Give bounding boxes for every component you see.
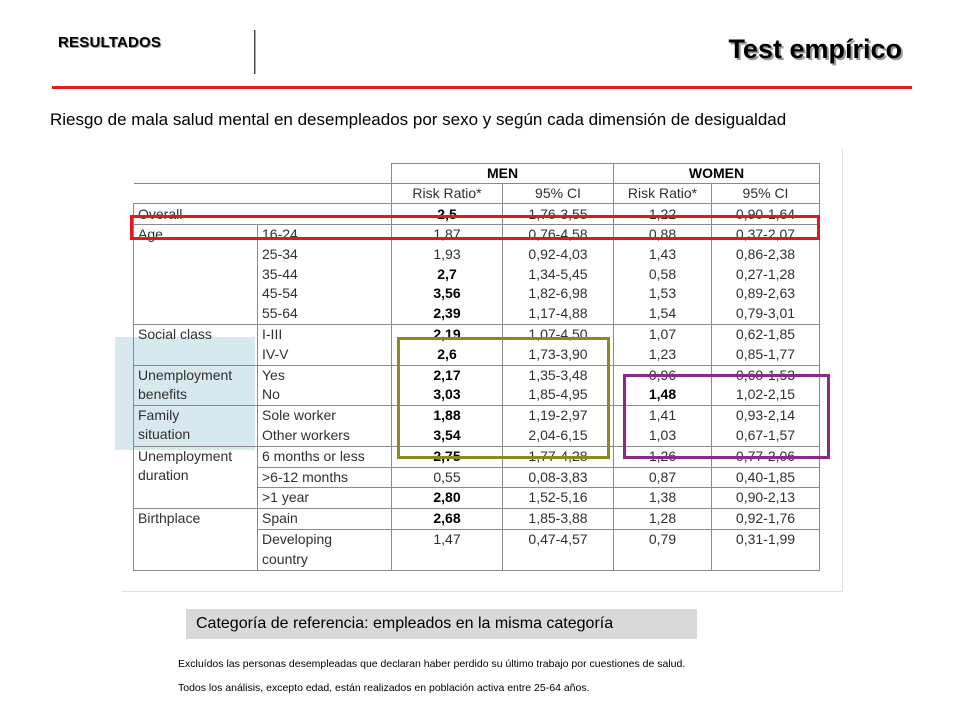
cell-women-rr: 1,38 [614, 488, 712, 509]
value: 2,39 [433, 305, 461, 322]
slide-title: Test empírico [728, 34, 902, 64]
value: 2,17 [433, 366, 461, 383]
cell-women-ci: 0,37-2,07 0,86-2,38 0,27-1,28 0,89-2,63 0,79-3,01 [712, 225, 820, 325]
cell-men-ci: 1,07-4,50 1,73-3,90 [503, 324, 614, 365]
row-label-age: Age [134, 225, 258, 325]
row-label-benefits: Unemployment benefits [134, 365, 258, 406]
row-label-birthplace: Birthplace [134, 509, 258, 570]
cell-women-rr: 1,41 1,03 [614, 406, 712, 447]
cell-women-ci: 0,77-2,06 [712, 446, 820, 467]
family-subcategories: Sole worker Other workers [258, 406, 392, 447]
title-underline [52, 86, 912, 89]
header-men-rr: Risk Ratio* [392, 184, 503, 204]
cell-men-rr: 2,75 [392, 446, 503, 467]
table-row-age [134, 225, 820, 325]
table-header-group-row [134, 164, 820, 184]
cell-women-rr: 0,87 [614, 467, 712, 488]
cell-men-ci: 0,76-4,58 0,92-4,03 1,34-5,45 1,82-6,98 1,17-4,88 [503, 225, 614, 325]
cell-women-rr: 1,26 [614, 446, 712, 467]
benefits-subcategories: Yes No [258, 365, 392, 406]
value: 3,54 [433, 426, 461, 443]
cell-men-rr: 1,47 [392, 529, 503, 570]
section-label: RESULTADOS [58, 34, 162, 51]
age-subcategories: 16-24 25-34 35-44 45-54 55-64 [258, 225, 392, 325]
birthplace-sub: Spain [258, 509, 392, 530]
cell-men-rr: 2,80 [392, 488, 503, 509]
header-women-ci: 95% CI [712, 184, 820, 204]
cell-men-rr: 0,55 [392, 467, 503, 488]
cell-men-ci: 1,85-3,88 [503, 509, 614, 530]
header-women-rr: Risk Ratio* [614, 184, 712, 204]
value: 2,6 [437, 345, 457, 362]
cell-women-rr: 1,07 1,23 [614, 324, 712, 365]
cell-women-ci: 0,40-1,85 [712, 467, 820, 488]
header-divider [254, 30, 255, 74]
duration-sub: >1 year [258, 488, 392, 509]
cell-men-ci: 1,77-4,28 [503, 446, 614, 467]
duration-sub: >6-12 months [258, 467, 392, 488]
value: 3,56 [433, 285, 461, 302]
table-row-duration-1 [134, 446, 820, 467]
cell-men-rr [392, 365, 503, 406]
cell-men-ci: 1,76-3,55 [503, 204, 614, 225]
value: 1,88 [433, 407, 461, 424]
risk-ratio-table [133, 163, 820, 571]
cell-women-rr: 0,79 [614, 529, 712, 570]
cell-men-ci: 1,35-3,48 1,85-4,95 [503, 365, 614, 406]
cell-women-ci: 0,62-1,85 0,85-1,77 [712, 324, 820, 365]
value: 3,03 [433, 386, 461, 403]
cell-women-rr: 0,88 1,43 0,58 1,53 1,54 [614, 225, 712, 325]
cell-men-rr [392, 324, 503, 365]
table-row-birthplace-1 [134, 509, 820, 530]
cell-men-rr [392, 225, 503, 325]
cell-women-rr [614, 365, 712, 406]
header-men-ci: 95% CI [503, 184, 614, 204]
cell-women-ci: 0,31-1,99 [712, 529, 820, 570]
row-label-overall: Overall [134, 204, 392, 225]
cell-men-ci: 1,19-2,97 2,04-6,15 [503, 406, 614, 447]
cell-men-rr: 2,5 [392, 204, 503, 225]
reference-category-box: Categoría de referencia: empleados en la misma categoría [186, 609, 697, 639]
footnote-1: Excluídos las personas desempleadas que declaran haber perdido su último trabajo por cuestiones de salud. [178, 658, 686, 670]
cell-men-ci: 0,47-4,57 [503, 529, 614, 570]
cell-women-ci: 0,60-1,53 1,02-2,15 [712, 365, 820, 406]
table-row-family [134, 406, 820, 447]
cell-women-ci: 0,90-1,64 [712, 204, 820, 225]
cell-women-ci: 0,90-2,13 [712, 488, 820, 509]
cell-men-ci: 1,52-5,16 [503, 488, 614, 509]
cell-women-rr: 1,28 [614, 509, 712, 530]
footnote-2: Todos los análisis, excepto edad, están realizados en población activa entre 25-64 años. [178, 682, 590, 694]
cell-men-ci: 0,08-3,83 [503, 467, 614, 488]
cell-women-ci: 0,92-1,76 [712, 509, 820, 530]
cell-women-ci: 0,93-2,14 0,67-1,57 [712, 406, 820, 447]
cell-men-rr: 2,68 [392, 509, 503, 530]
row-label-social-class: Social class [134, 324, 258, 365]
value: 1,87 [433, 226, 461, 242]
social-class-subcategories: I-III IV-V [258, 324, 392, 365]
slide-subtitle: Riesgo de mala salud mental en desempleados por sexo y según cada dimensión de desigualdad [50, 110, 787, 129]
birthplace-sub: Developing country [258, 529, 392, 570]
value: 1,48 [648, 386, 677, 403]
value: 0,96 [648, 366, 677, 383]
value: 2,19 [433, 325, 461, 342]
cell-men-rr [392, 406, 503, 447]
table-row-overall [134, 204, 820, 225]
table-row-social-class [134, 324, 820, 365]
value: 2,7 [437, 265, 457, 282]
header-women: WOMEN [614, 164, 820, 184]
duration-sub: 6 months or less [258, 446, 392, 467]
header-men: MEN [392, 164, 614, 184]
row-label-duration: Unemployment duration [134, 446, 258, 508]
table-header-col-row [134, 184, 820, 204]
cell-women-rr: 1,22 [614, 204, 712, 225]
table-row-benefits [134, 365, 820, 406]
value: 1,93 [433, 245, 461, 262]
row-label-family: Family situation [134, 406, 258, 447]
